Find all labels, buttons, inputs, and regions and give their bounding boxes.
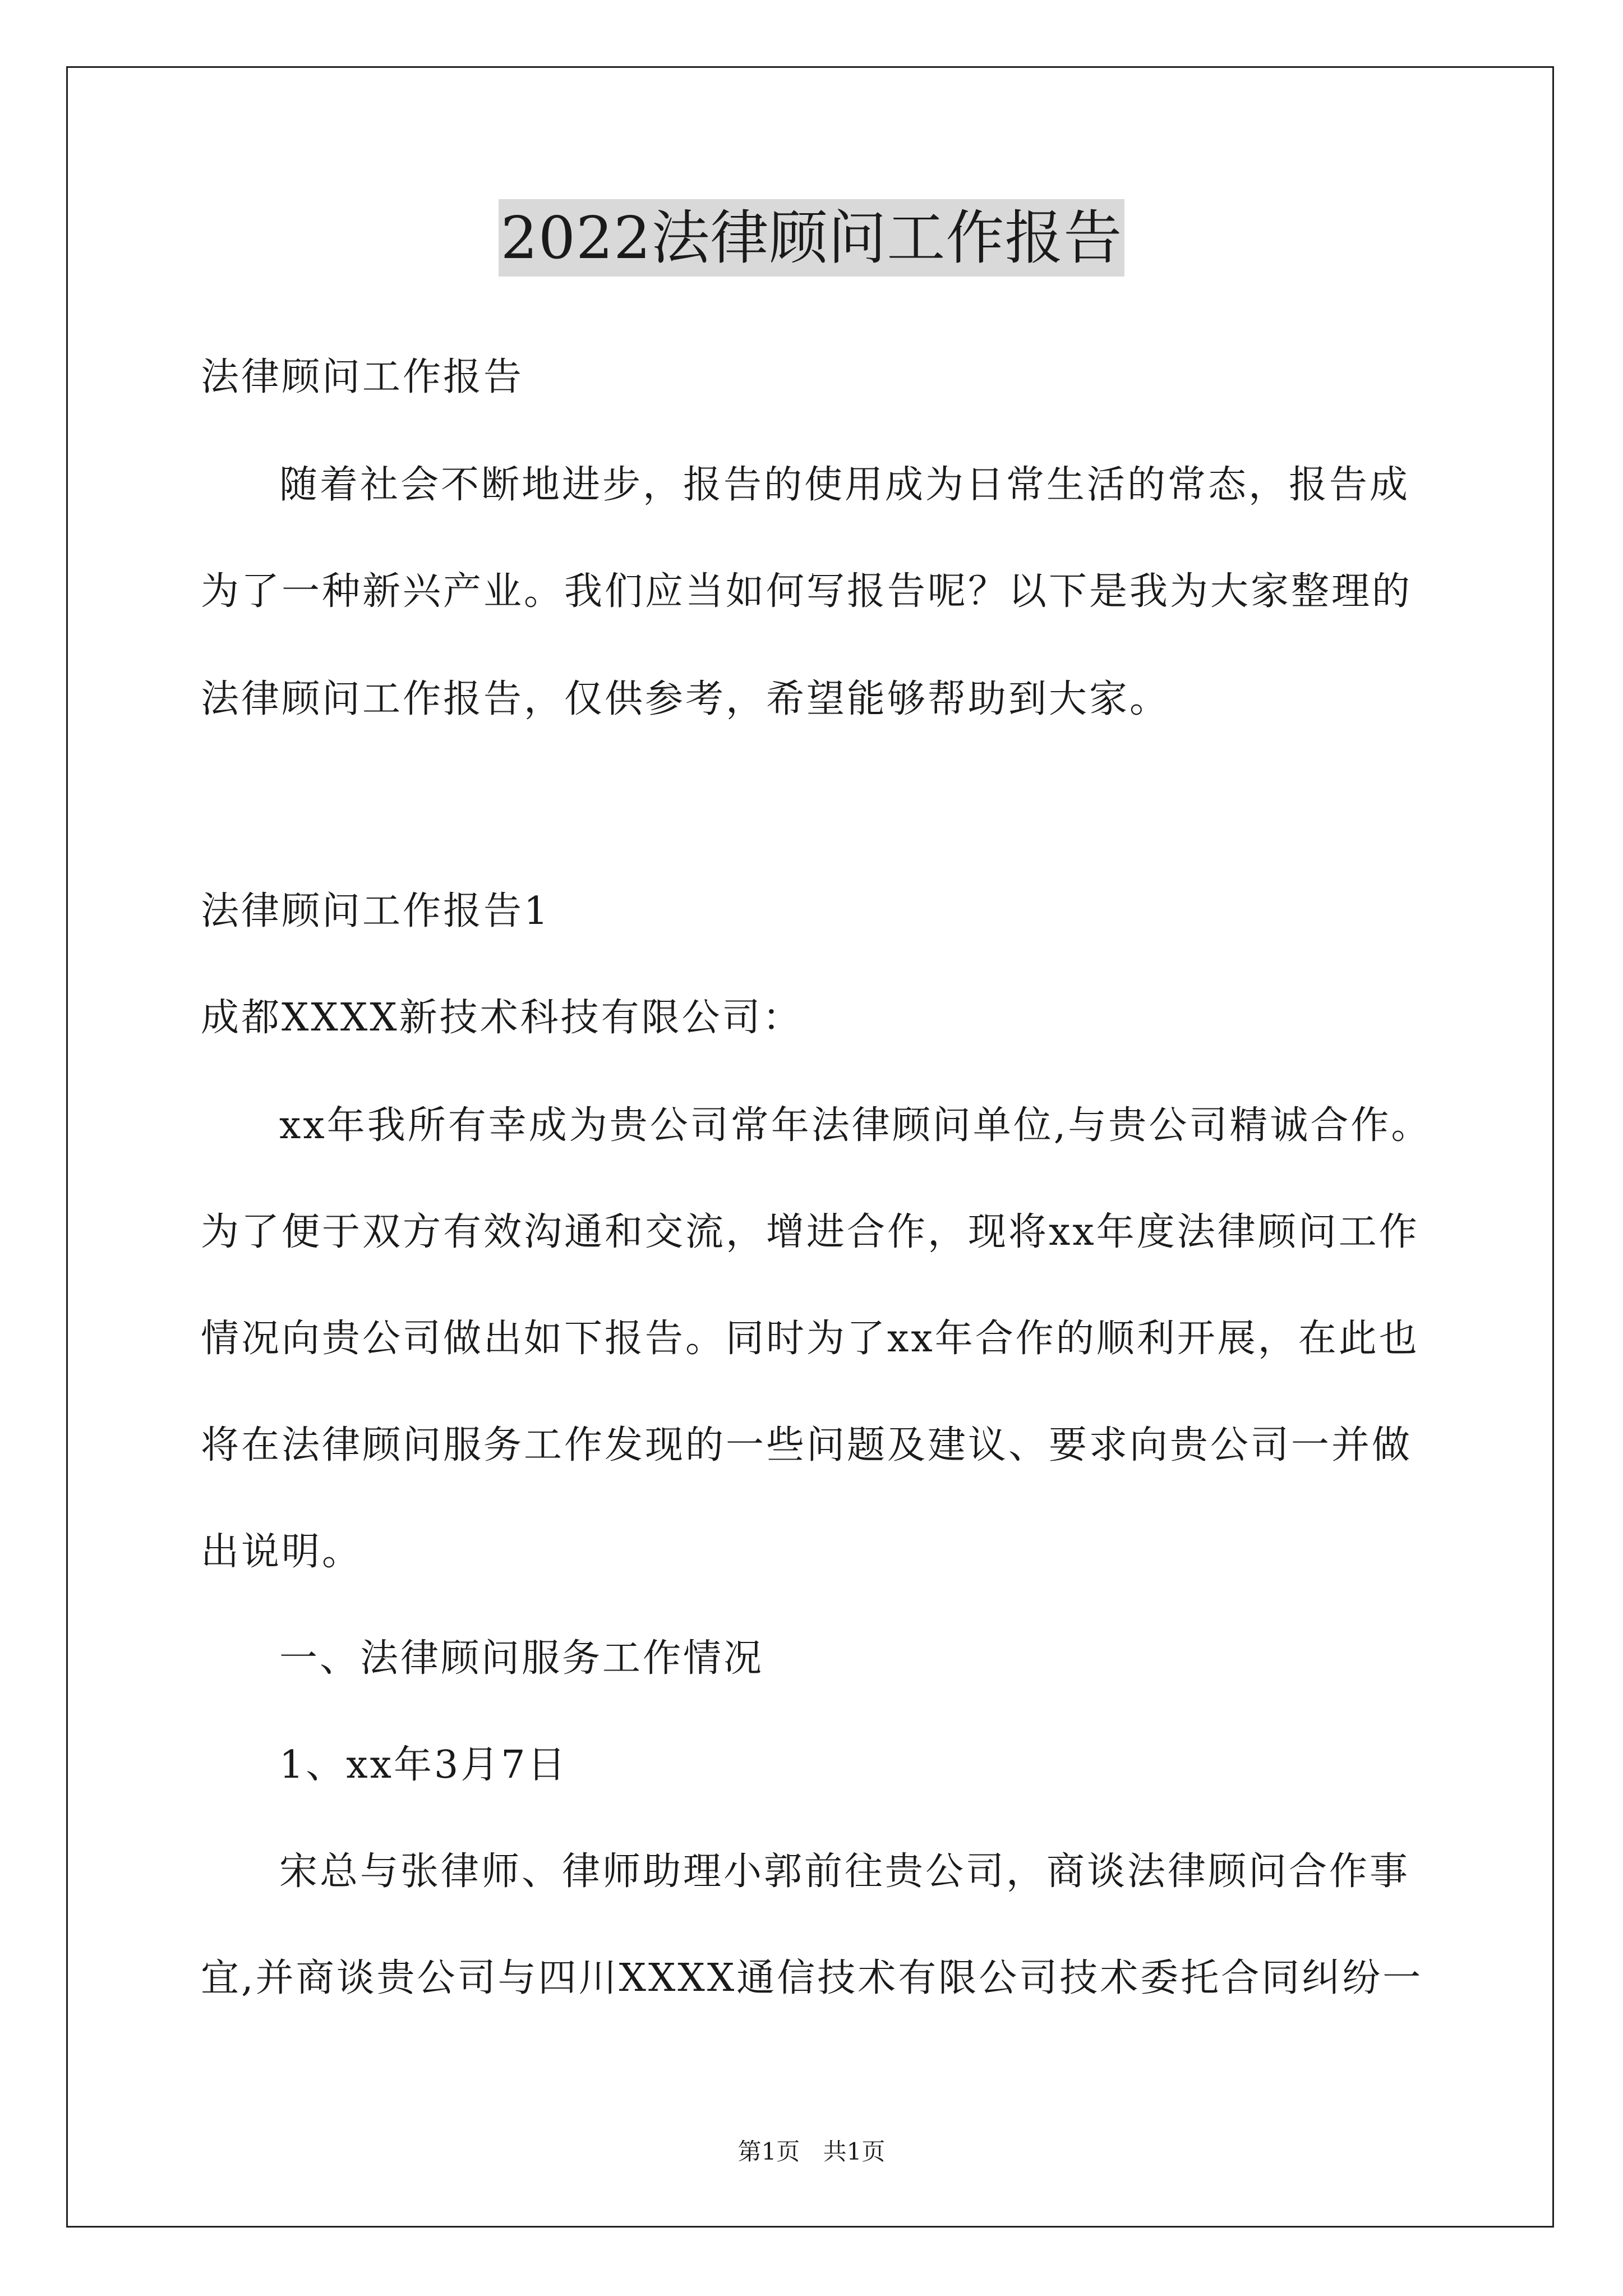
paragraph-line: 宋总与张律师、律师助理小郭前往贵公司，商谈法律顾问合作事 (279, 1849, 1410, 1894)
paragraph-line: 情况向贵公司做出如下报告。同时为了xx年合作的顺利开展，在此也 (201, 1317, 1419, 1361)
subtitle-line: 法律顾问工作报告 (201, 355, 524, 399)
paragraph-line: 法律顾问工作报告，仅供参考，希望能够帮助到大家。 (201, 677, 1170, 721)
date-line: 1、xx年3月7日 (279, 1743, 568, 1787)
paragraph-line: 出说明。 (201, 1530, 363, 1574)
subsection-heading: 一、法律顾问服务工作情况 (279, 1636, 764, 1681)
paragraph-line: 将在法律顾问服务工作发现的一些问题及建议、要求向贵公司一并做 (201, 1423, 1413, 1467)
paragraph-line: 为了一种新兴产业。我们应当如何写报告呢？以下是我为大家整理的 (201, 569, 1413, 614)
title-container (0, 199, 1623, 277)
paragraph-line: 为了便于双方有效沟通和交流，增进合作，现将xx年度法律顾问工作 (201, 1210, 1419, 1254)
addressee-line: 成都XXXX新技术科技有限公司： (201, 996, 803, 1040)
section-heading: 法律顾问工作报告1 (201, 889, 551, 933)
paragraph-line: 宜,并商谈贵公司与四川XXXX通信技术有限公司技术委托合同纠纷一 (201, 1956, 1423, 2000)
page-total: 共1页 (823, 2138, 886, 2165)
document-title: 2022法律顾问工作报告 (499, 199, 1125, 277)
page-footer (0, 2136, 1623, 2168)
paragraph-line: 随着社会不断地进步，报告的使用成为日常生活的常态，报告成 (279, 463, 1410, 507)
page-number: 第1页 (737, 2138, 800, 2165)
paragraph-line: xx年我所有幸成为贵公司常年法律顾问单位,与贵公司精诚合作。 (279, 1103, 1432, 1148)
